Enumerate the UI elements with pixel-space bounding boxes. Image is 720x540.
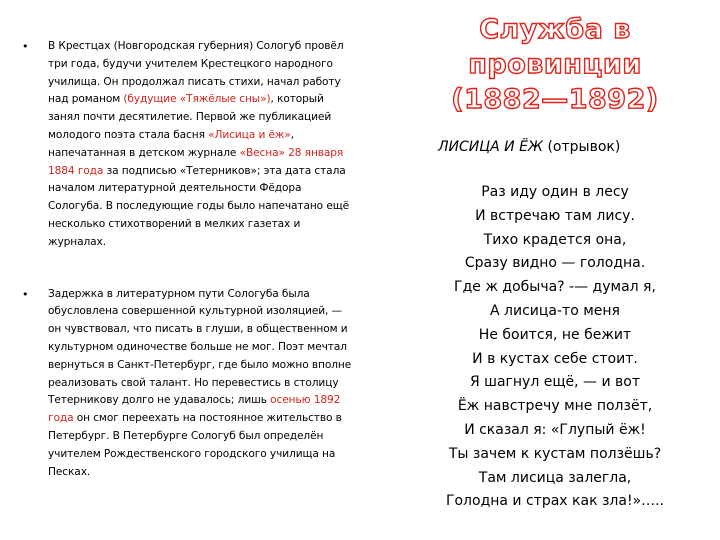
text-segment: В Крестцах (Новгородская губерния) Сологуб провёл три года, будучи учителем Крестецкого народного училища. Он продолжал писать стихи, начал работу над романом bbox=[48, 40, 344, 106]
highlight-journal-date: «Весна» 28 января 1884 года bbox=[48, 146, 344, 177]
poem-line: Тихо крадется она, bbox=[483, 231, 627, 248]
excerpt-heading bbox=[395, 139, 715, 155]
paragraph-1-text bbox=[48, 38, 355, 252]
text-segment: , который занял почти десятилетие. Первой же публикацией молодого поэта стала басня bbox=[48, 93, 332, 141]
text-segment: за подписью «Тетерников»; эта дата стала началом литературной деятельности Фёдора Сологуба. В последующие годы было напечатано ещё несколько стихотворений в мелких газетах и журналах. bbox=[48, 164, 350, 248]
bullet-paragraph-2 bbox=[20, 286, 355, 482]
highlight-fable: «Лисица и ёж» bbox=[208, 128, 291, 141]
slide-title bbox=[395, 12, 715, 117]
text-segment: , напечатанная в детском журнале bbox=[48, 128, 295, 159]
poem-line: Не боится, не бежит bbox=[478, 326, 632, 343]
bullet-paragraph-1 bbox=[20, 38, 355, 252]
excerpt-title: ЛИСИЦА И ЁЖ bbox=[438, 139, 543, 155]
poem-line: Там лисица залегла, bbox=[478, 469, 632, 486]
paragraph-2-text bbox=[48, 286, 355, 482]
bullet-dot: • bbox=[22, 287, 29, 301]
poem-line: А лисица-то меня bbox=[490, 302, 620, 319]
poem-line: Голодна и страх как зла!»….. bbox=[445, 493, 665, 510]
text-segment: он смог переехать на постоянное жительство в Петербург. В Петербурге Сологуб был определён учителем Рождественского городского училища на Песках. bbox=[48, 412, 342, 478]
poem-line: Сразу видно — голодна. bbox=[464, 255, 646, 272]
poem-line: И встречаю там лису. bbox=[475, 207, 635, 224]
poem-line: И в кустах себе стоит. bbox=[472, 350, 638, 367]
text-segment: Задержка в литературном пути Сологуба была обусловлена совершенной культурной изоляцией, — он чувствовал, что писать в глуши, в общественном и культурном одиночестве больше не мог. Поэт мечтал вернуться в Санкт-Петербург, где было можно вполне реализовать свой талант. Но перевестись в столицу Тетерникову долго не удавалось; лишь bbox=[48, 287, 352, 407]
poem-line: Я шагнул ещё, — и вот bbox=[469, 374, 641, 391]
poem-line: Где ж добыча? -— думал я, bbox=[454, 279, 656, 296]
poem bbox=[395, 181, 715, 514]
bullet-dot: • bbox=[22, 40, 29, 53]
poem-line: Ёж навстречу мне ползёт, bbox=[457, 398, 653, 415]
poem-line: Раз иду один в лесу bbox=[481, 184, 629, 200]
poem-line: Ты зачем к кустам ползёшь? bbox=[448, 445, 662, 462]
title-line-2: (1882—1892) bbox=[451, 84, 659, 115]
left-column bbox=[20, 38, 355, 515]
highlight-autumn-1892: осенью 1892 года bbox=[48, 394, 341, 425]
title-line-1: Служба в провинции bbox=[468, 14, 642, 80]
right-column bbox=[395, 12, 715, 514]
poem-line: И сказал я: «Глупый ёж! bbox=[464, 421, 646, 438]
highlight-novel: (будущие «Тяжёлые сны») bbox=[123, 93, 271, 106]
excerpt-note: (отрывок) bbox=[543, 139, 621, 155]
